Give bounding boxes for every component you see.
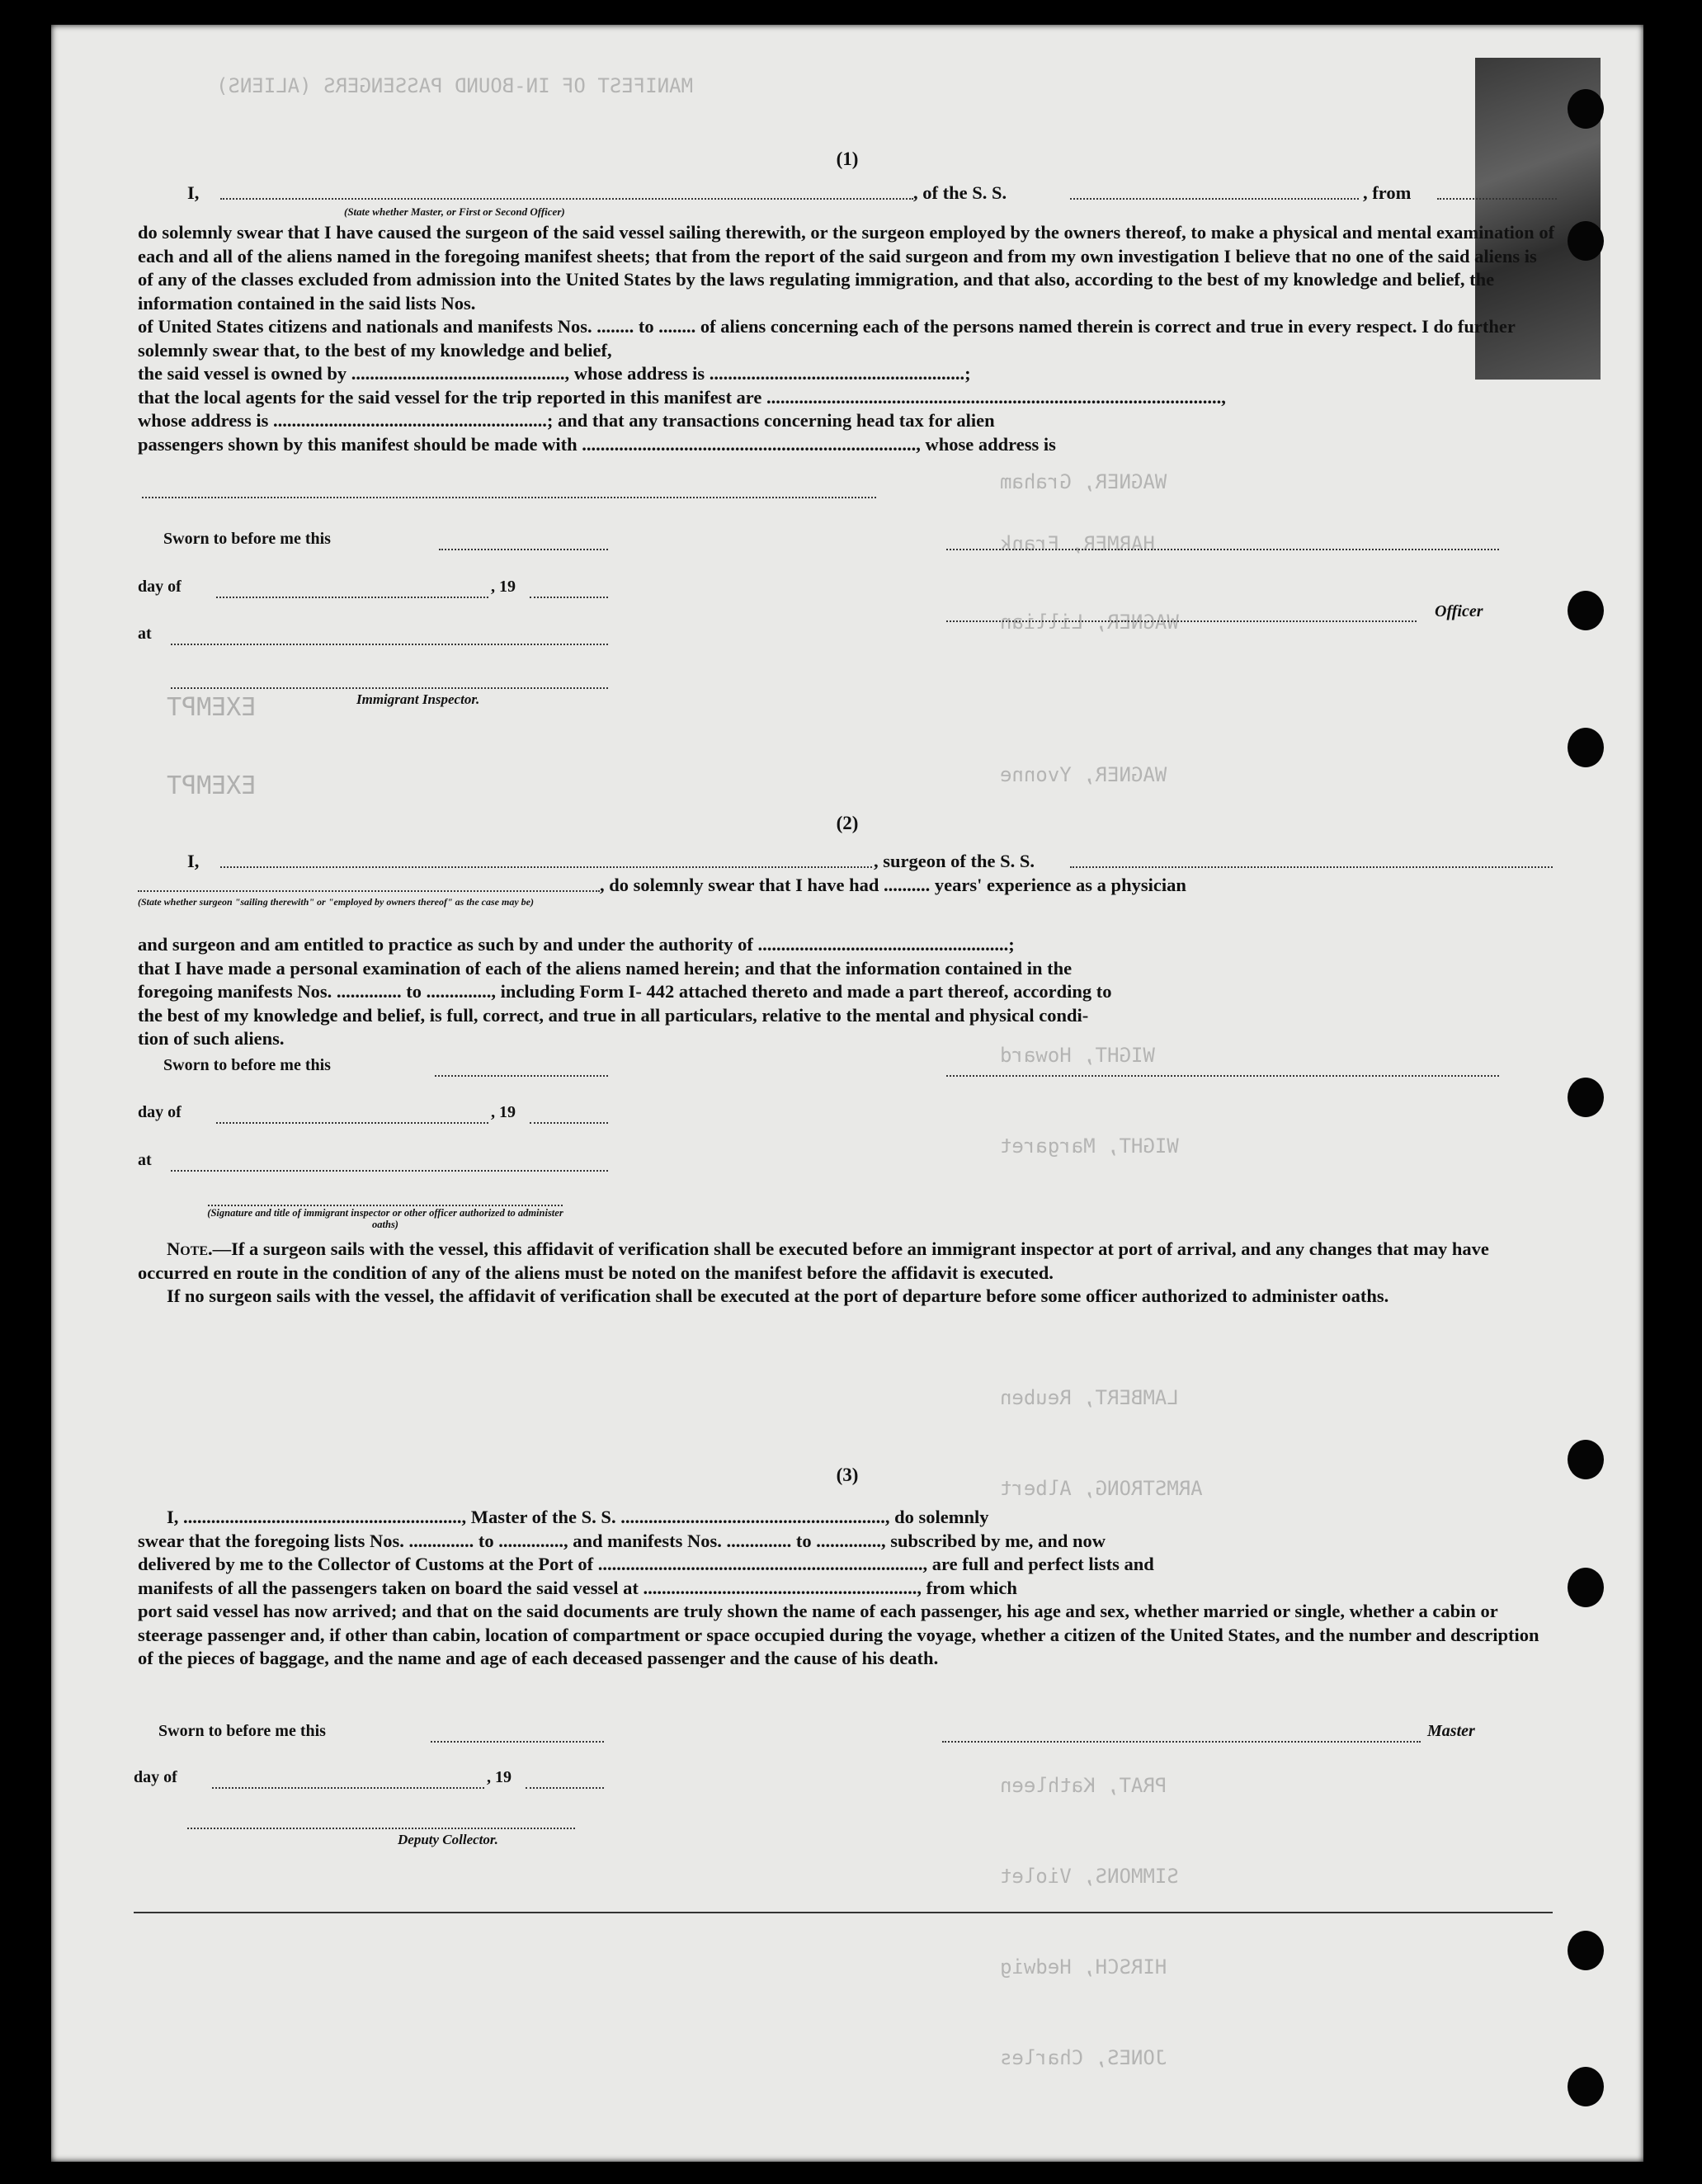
punch-hole bbox=[1568, 591, 1604, 630]
punch-hole bbox=[1568, 89, 1604, 129]
divider-line bbox=[134, 1912, 1553, 1913]
punch-hole bbox=[1568, 221, 1604, 261]
surgeon-body-2: that I have made a personal examination of each of the aliens named herein; and that the information contained in the bbox=[138, 957, 1073, 979]
sworn-label: Sworn to before me this bbox=[163, 1056, 331, 1074]
oath-i: I, bbox=[187, 182, 200, 203]
at-line[interactable] bbox=[171, 1170, 608, 1172]
master-line-3: delivered by me to the Collector of Customs at the Port of ......................................................................, are full and perfect lists and bbox=[138, 1554, 1154, 1574]
exempt-stamp: EXEMPT bbox=[167, 693, 257, 722]
year-line[interactable] bbox=[530, 1122, 608, 1124]
inspector-label: Immigrant Inspector. bbox=[356, 691, 480, 707]
master-line-4: manifests of all the passengers taken on board the said vessel at ..........................................................., from which bbox=[138, 1577, 1017, 1598]
section-3-oath bbox=[138, 1506, 1557, 1671]
day-of-label: day of bbox=[138, 578, 182, 596]
surgeon-caption: (State whether surgeon "sailing therewith" or "employed by owners thereof" as the case may be) bbox=[138, 896, 534, 908]
bleed-through-name: WAGNER, Graham bbox=[1000, 470, 1167, 493]
oath-body: do solemnly swear that I have caused the surgeon of the said vessel sailing therewith, or the surgeon employed by the owners thereof, to make a physical and mental examination of each and all of the aliens named in the foregoing manifest sheets; that from the report of the said surgeon and from my own investigation I believe that no one of the said aliens is of any of the classes excluded from admission into the United States by the laws regulating immigration, and that also, according to the best of my knowledge and belief, the information contained in the said lists Nos. bbox=[138, 222, 1555, 314]
note-body: —If a surgeon sails with the vessel, this affidavit of verification shall be executed before an immigrant inspector at port of arrival, and any changes that may have occurred en route in the condition of any of the aliens must be noted on the manifest before the affidavit is executed. bbox=[138, 1238, 1489, 1283]
inspector-signature-line[interactable] bbox=[171, 687, 608, 689]
signature-caption: (Signature and title of immigrant inspector or other officer authorized to administer oaths) bbox=[207, 1207, 563, 1230]
bleed-through-name: ARMSTRONG, Albert bbox=[1000, 1477, 1203, 1500]
master-signature-line[interactable] bbox=[942, 1741, 1421, 1743]
master-line-5: port said vessel has now arrived; and that on the said documents are truly shown the name of each passenger, his age and sex, whether married or single, whether a cabin or steerage passenger and, if other than cabin, location of compartment or space occupied during the voyage, whether a citizen of the United States, and the number and description of the pieces of baggage, and the name and age of each deceased passenger and the cause of his death. bbox=[138, 1601, 1539, 1668]
vessel-name-line[interactable] bbox=[1070, 866, 1553, 868]
oath-body-5: whose address is ...........................................................; and that any transactions concerning head tax for alien bbox=[138, 410, 995, 431]
bleed-through-name: WAGNER, Yvonne bbox=[1000, 763, 1167, 786]
note-label: Note. bbox=[167, 1238, 213, 1259]
surgeon-body-5: tion of such aliens. bbox=[138, 1028, 285, 1049]
year-line[interactable] bbox=[530, 597, 608, 598]
day-of-label: day of bbox=[134, 1768, 177, 1786]
day-of-label: day of bbox=[138, 1103, 182, 1121]
exempt-stamp: EXEMPT bbox=[167, 771, 257, 800]
surgeon-of-ss: , surgeon of the S. S. bbox=[874, 851, 1035, 871]
sworn-label: Sworn to before me this bbox=[163, 530, 331, 548]
master-line-2: swear that the foregoing lists Nos. .............. to .............., and manifests Nos. .............. to .............., subscribed by me, and now bbox=[138, 1530, 1106, 1551]
surgeon-experience: , do solemnly swear that I have had .......... years' experience as a physician bbox=[600, 875, 1186, 895]
year-line[interactable] bbox=[526, 1787, 604, 1789]
sworn-label: Sworn to before me this bbox=[158, 1722, 326, 1740]
sworn-day-line[interactable] bbox=[431, 1741, 604, 1743]
punch-hole bbox=[1568, 1931, 1604, 1970]
punch-hole bbox=[1568, 1078, 1604, 1117]
year-label: , 19 bbox=[491, 1103, 516, 1121]
sworn-day-line[interactable] bbox=[435, 1075, 608, 1077]
punch-hole bbox=[1568, 1440, 1604, 1479]
oath-body-3: the said vessel is owned by .............................................., whose address is .......................................................; bbox=[138, 363, 971, 384]
punch-hole bbox=[1568, 1568, 1604, 1607]
oath-body-4: that the local agents for the said vessel for the trip reported in this manifest are .................................................................................................., bbox=[138, 386, 1226, 408]
officer-caption: (State whether Master, or First or Second Officer) bbox=[344, 205, 565, 218]
officer-name-line[interactable] bbox=[220, 198, 913, 200]
bleed-through-name: JONES, Charles bbox=[1000, 2046, 1167, 2069]
oath-from: , from bbox=[1363, 182, 1412, 203]
collector-signature-line[interactable] bbox=[187, 1828, 575, 1829]
punch-hole bbox=[1568, 2067, 1604, 2106]
bleed-through-name: HIRSCH, Hedwig bbox=[1000, 1955, 1167, 1979]
surgeon-body-3: foregoing manifests Nos. .............. to .............., including Form I- 442 attached thereto and made a part thereof, according to bbox=[138, 981, 1112, 1002]
collector-label: Deputy Collector. bbox=[398, 1832, 498, 1847]
bleed-through-name: PRAT, Kathleen bbox=[1000, 1774, 1167, 1797]
document-page bbox=[51, 25, 1643, 2162]
port-from-line[interactable] bbox=[1437, 198, 1557, 200]
section-number: (3) bbox=[836, 1465, 859, 1485]
day-of-line[interactable] bbox=[216, 1122, 488, 1124]
surgeon-body-4: the best of my knowledge and belief, is full, correct, and true in all particulars, relative to the mental and physical condi- bbox=[138, 1004, 1089, 1026]
section-1-oath bbox=[138, 182, 1557, 456]
address-line[interactable] bbox=[142, 497, 876, 498]
bleed-through-name: SIMMONS, Violet bbox=[1000, 1865, 1179, 1888]
sworn-day-line[interactable] bbox=[439, 549, 608, 550]
section-number: (1) bbox=[836, 149, 859, 169]
master-line-1: I, ............................................................, Master of the S. S. ........................................................., do solemnly bbox=[167, 1507, 989, 1527]
officer-signature-line[interactable] bbox=[946, 549, 1499, 550]
bleed-through-name: WIGHT, Margaret bbox=[1000, 1134, 1179, 1158]
officer-label: Officer bbox=[1435, 602, 1483, 620]
section-2-oath bbox=[138, 850, 1557, 1051]
oath-body-2: of United States citizens and nationals and manifests Nos. ........ to ........ of aliens concerning each of the persons named therein is correct and true in every respect. I do further solemnly swear that, to the best of my knowledge and belief, bbox=[138, 316, 1516, 361]
oath-of-ss: , of the S. S. bbox=[913, 182, 1007, 203]
at-label: at bbox=[138, 625, 152, 643]
surgeon-name-line[interactable] bbox=[220, 866, 872, 868]
bleed-through-name: LAMBERT, Reuben bbox=[1000, 1386, 1179, 1409]
bleed-through-name: WAGNER, Lillian bbox=[1000, 611, 1179, 634]
oath-body-6: passengers shown by this manifest should be made with ........................................................................, whose address is bbox=[138, 433, 1056, 455]
note-block bbox=[138, 1238, 1557, 1309]
at-line[interactable] bbox=[171, 644, 608, 645]
note-text-2: If no surgeon sails with the vessel, the affidavit of verification shall be executed at the port of departure before some officer authorized to administer oaths. bbox=[167, 1285, 1389, 1306]
bleed-through-name: WIGHT, Howard bbox=[1000, 1044, 1155, 1067]
vessel-name-line[interactable] bbox=[1070, 198, 1359, 200]
oath-i: I, bbox=[187, 851, 200, 871]
at-label: at bbox=[138, 1151, 152, 1169]
surgeon-body: and surgeon and am entitled to practice as such by and under the authority of ......................................................; bbox=[138, 934, 1015, 955]
note-text bbox=[138, 1238, 1557, 1285]
punch-hole bbox=[1568, 728, 1604, 767]
day-of-line[interactable] bbox=[216, 597, 488, 598]
surgeon-status-line[interactable] bbox=[138, 890, 600, 892]
year-label: , 19 bbox=[491, 578, 516, 596]
year-label: , 19 bbox=[487, 1768, 512, 1786]
inspector-signature-line[interactable] bbox=[208, 1205, 563, 1206]
surgeon-signature-line[interactable] bbox=[946, 1075, 1499, 1077]
bleed-through-header: MANIFEST OF IN-BOUND PASSENGERS (ALIENS) bbox=[216, 74, 693, 97]
section-number: (2) bbox=[836, 813, 859, 833]
bleed-through-name: HARMER, Frank bbox=[1000, 532, 1155, 555]
master-label: Master bbox=[1427, 1722, 1475, 1740]
officer-title-line[interactable] bbox=[946, 620, 1417, 622]
day-of-line[interactable] bbox=[212, 1787, 484, 1789]
